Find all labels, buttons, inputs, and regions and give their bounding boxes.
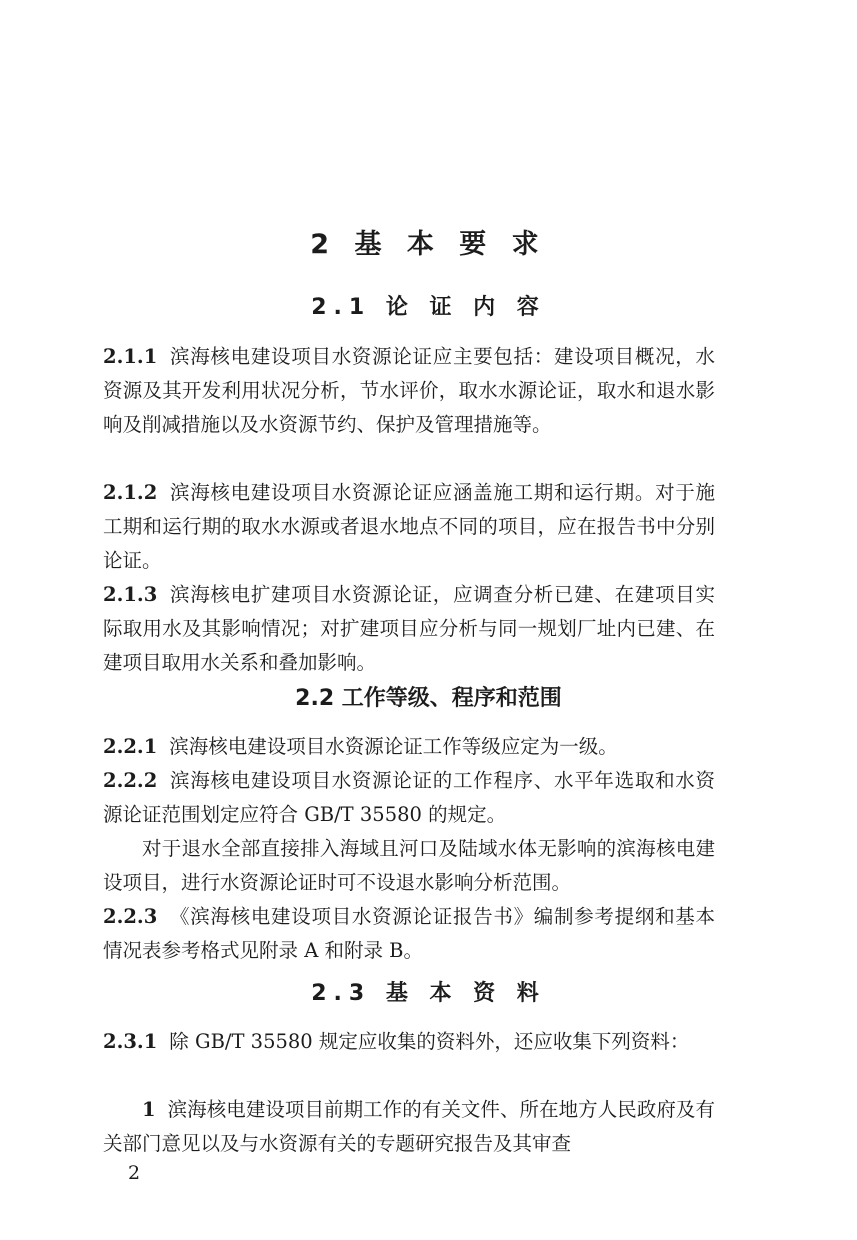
clause-number: 2.1.1 (103, 345, 158, 368)
clause-number: 2.2.3 (103, 905, 158, 928)
list-item-number: 1 (142, 1098, 156, 1121)
clause-number: 2.3.1 (103, 1030, 158, 1053)
clause-text: 《滨海核电建设项目水资源论证报告书》编制参考提纲和基本情况表参考格式见附录 A 和附录 B。 (103, 905, 715, 962)
clause-2-2-2 (103, 764, 715, 832)
clause-2-2-3 (103, 900, 715, 968)
clause-number: 2.1.2 (103, 481, 158, 504)
list-item-text: 滨海核电建设项目前期工作的有关文件、所在地方人民政府及有关部门意见以及与水资源有关的专题研究报告及其审查 (103, 1098, 715, 1155)
clause-number: 2.2.1 (103, 735, 158, 758)
clause-2-1-1 (103, 340, 715, 442)
clause-2-2-1 (103, 730, 715, 764)
section-title-2-1: 2.1 论 证 内 容 (311, 295, 546, 320)
clause-number: 2.1.3 (103, 583, 158, 606)
clause-text: 滨海核电建设项目水资源论证应主要包括：建设项目概况，水资源及其开发利用状况分析，节水评价，取水水源论证，取水和退水影响及削减措施以及水资源节约、保护及管理措施等。 (103, 345, 715, 436)
clause-2-1-3 (103, 578, 715, 680)
clause-text: 滨海核电建设项目水资源论证应涵盖施工期和运行期。对于施工期和运行期的取水水源或者退水地点不同的项目，应在报告书中分别论证。 (103, 481, 715, 572)
clause-2-3-1 (103, 1025, 715, 1059)
clause-number: 2.2.2 (103, 769, 158, 792)
section-title-2-2: 2.2 工作等级、程序和范围 (295, 686, 562, 711)
clause-text: 滨海核电扩建项目水资源论证，应调查分析已建、在建项目实际取用水及其影响情况；对扩建项目应分析与同一规划厂址内已建、在建项目取用水关系和叠加影响。 (103, 583, 715, 674)
clause-text: 滨海核电建设项目水资源论证的工作程序、水平年选取和水资源论证范围划定应符合 GB/T 35580 的规定。 (103, 769, 715, 826)
chapter-title: 2 基 本 要 求 (310, 229, 547, 260)
clause-2-1-2 (103, 476, 715, 578)
paragraph-no-discharge-range (103, 832, 715, 900)
clause-text: 滨海核电建设项目水资源论证工作等级应定为一级。 (169, 735, 618, 758)
section-title-2-3: 2.3 基 本 资 料 (311, 981, 546, 1006)
clause-text: 除 GB/T 35580 规定应收集的资料外，还应收集下列资料： (169, 1030, 690, 1053)
paragraph-text: 对于退水全部直接排入海域且河口及陆域水体无影响的滨海核电建设项目，进行水资源论证时可不设退水影响分析范围。 (103, 837, 715, 894)
list-item-1 (103, 1093, 715, 1161)
page-number: 2 (128, 1162, 141, 1184)
